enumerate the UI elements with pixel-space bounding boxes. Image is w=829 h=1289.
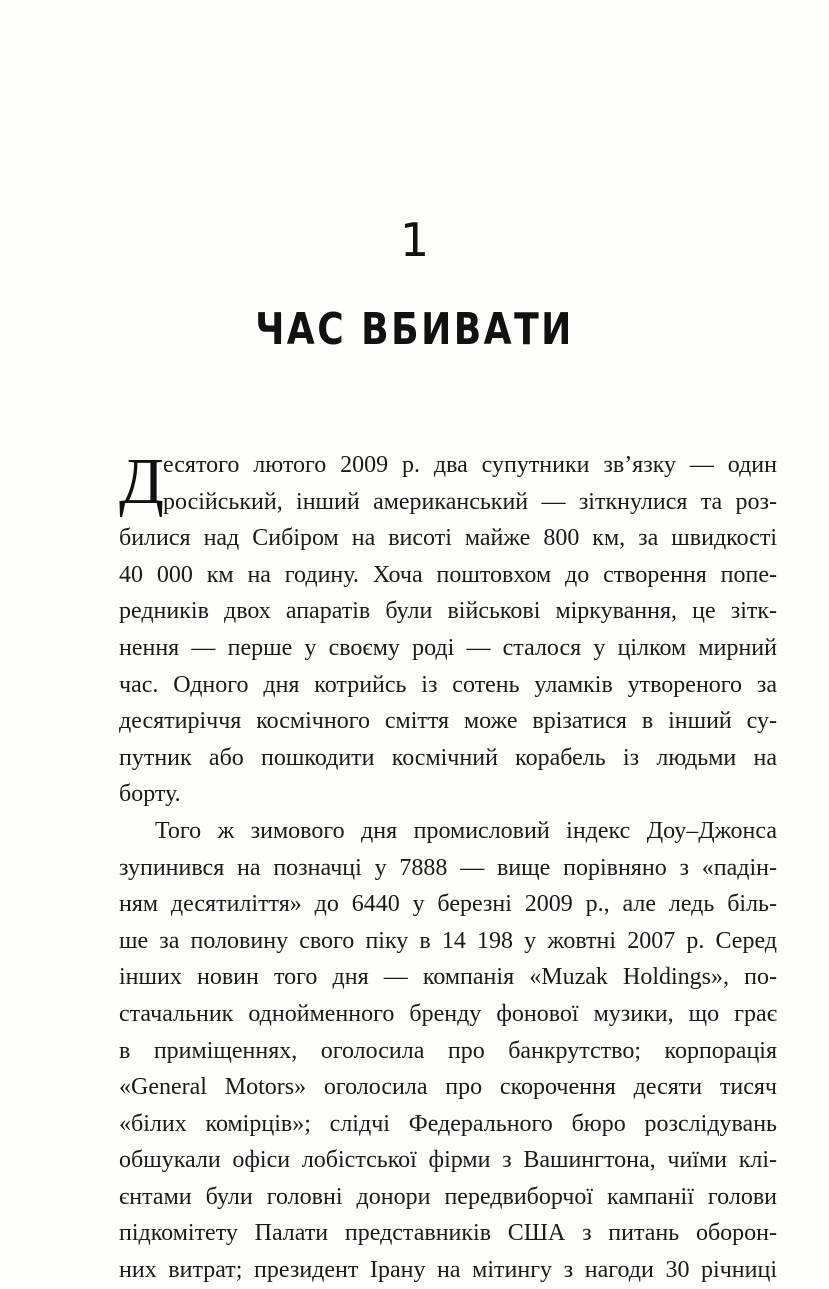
text-line: «білих комірців»; слідчі Федерального бюро розслідувань	[119, 1110, 777, 1137]
text-line: інших новин того дня — компанія «Muzak Holdings», по-	[119, 964, 777, 991]
body-text	[119, 447, 777, 1289]
paragraph-2	[119, 813, 777, 1289]
text-line: «General Motors» оголосила про скорочення десяти тисяч	[119, 1074, 777, 1101]
text-line: ням десятиліття» до 6440 у березні 2009 р., але ледь біль-	[119, 891, 777, 918]
text-line: російський, інший американський — зіткнулися та роз-	[163, 488, 777, 515]
text-line: єнтами були головні донори передвиборчої кампанії голови	[119, 1183, 777, 1210]
text-line: билися над Сибіром на висоті майже 800 км, за швидкості	[119, 525, 777, 552]
chapter-number: 1	[399, 213, 430, 267]
text-line: есятого лютого 2009 р. два супутники зв’язку — один	[163, 452, 777, 478]
text-line: борту.	[119, 781, 181, 808]
text-line: 40 000 км на годину. Хоча поштовхом до створення попе-	[119, 561, 777, 588]
text-line: нення — перше у своєму роді — сталося у цілком мирний	[119, 634, 777, 661]
text-line: зупинився на позначці у 7888 — вище порівняно з «падін-	[119, 854, 777, 881]
text-line: стачальник однойменного бренду фонової музики, що грає	[119, 1000, 777, 1027]
text-line: десятиріччя космічного сміття може врізатися в інший су-	[119, 708, 777, 735]
text-line: час. Одного дня котрийсь із сотень уламків утвореного за	[119, 671, 777, 698]
text-line: обшукали офіси лобістської фірми з Вашингтона, чиїми клі-	[119, 1147, 777, 1174]
text-line: ше за половину свого піку в 14 198 у жовтні 2007 р. Серед	[119, 927, 777, 954]
text-line: них витрат; президент Ірану на мітингу з нагоди 30 річниці	[119, 1257, 777, 1284]
drop-cap: Д	[119, 445, 165, 518]
text-line: Того ж зимового дня промисловий індекс Доу–Джонса	[155, 817, 777, 844]
paragraph-1	[119, 447, 777, 813]
chapter-title: ЧАС ВБИВАТИ	[255, 304, 574, 355]
text-line: редників двох апаратів були військові міркування, це зітк-	[119, 598, 777, 625]
text-line: путник або пошкодити космічний корабель із людьми на	[119, 744, 777, 771]
text-line: підкомітету Палати представників США з питань оборон-	[119, 1220, 777, 1247]
text-line: в приміщеннях, оголосила про банкрутство; корпорація	[119, 1037, 777, 1064]
